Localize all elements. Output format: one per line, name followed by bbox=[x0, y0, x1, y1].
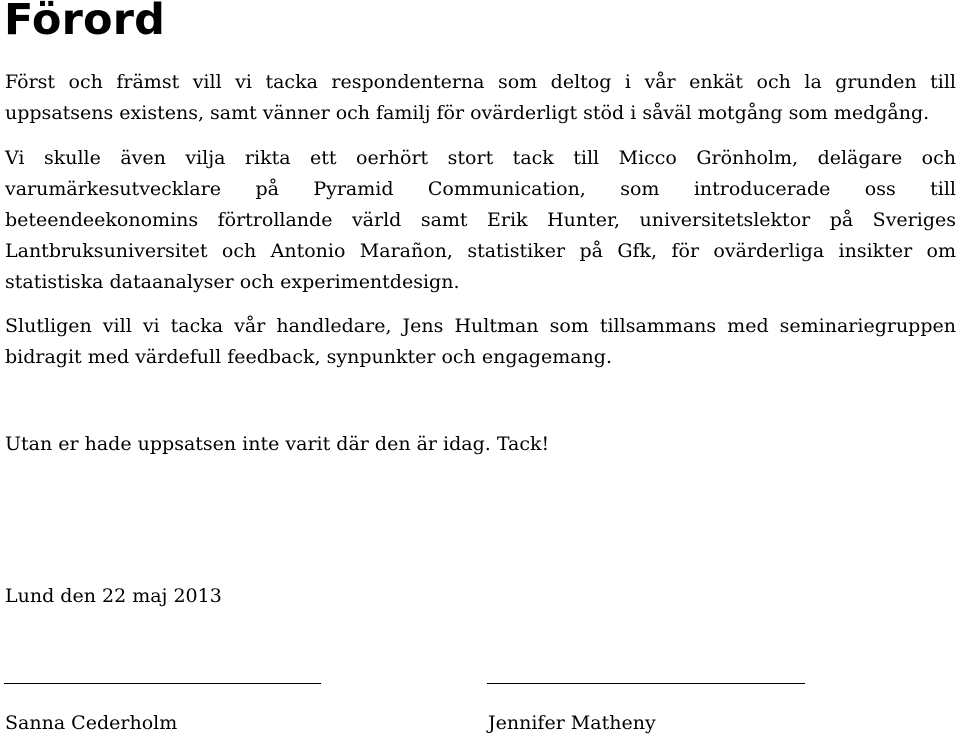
signature-name-1: Sanna Cederholm bbox=[5, 712, 178, 734]
place-and-date: Lund den 22 maj 2013 bbox=[5, 585, 222, 607]
closing-sentence: Utan er hade uppsatsen inte varit där den är idag. Tack! bbox=[5, 433, 550, 455]
paragraph-thanks-respondents: Först och främst vill vi tacka respondenterna som deltog i vår enkät och la grunden till uppsatsens existens, samt vänner och familj för ovärderligt stöd i såväl motgång som medgång. bbox=[5, 71, 956, 124]
signature-line-2 bbox=[487, 683, 805, 684]
signature-name-2: Jennifer Matheny bbox=[488, 712, 656, 734]
signature-line-1 bbox=[4, 683, 321, 684]
page-title: Förord bbox=[4, 0, 166, 45]
paragraph-thanks-contributors: Vi skulle även vilja rikta ett oerhört stort tack till Micco Grönholm, delägare och varumärkesutvecklare på Pyramid Communication, som introducerade oss till beteendeekonomins förtrollande värld samt Erik Hunter, universitetslektor på Sveriges Lantbruksuniversitet och Antonio Marañon, statistiker på Gfk, för ovärderliga insikter om statistiska dataanalyser och experimentdesign. bbox=[5, 147, 956, 293]
paragraph-thanks-supervisor: Slutligen vill vi tacka vår handledare, Jens Hultman som tillsammans med seminariegruppen bidragit med värdefull feedback, synpunkter och engagemang. bbox=[5, 315, 956, 368]
